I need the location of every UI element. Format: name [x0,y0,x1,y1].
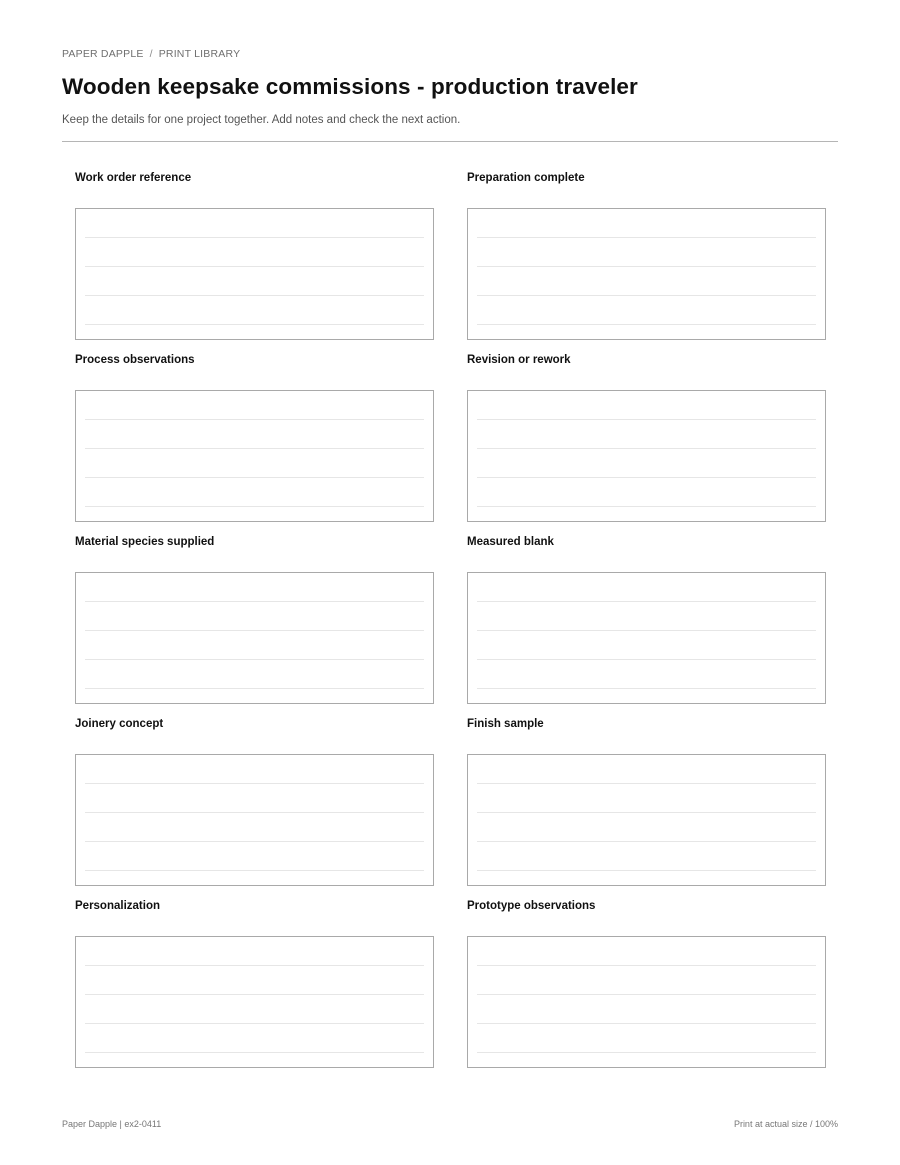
field-label: Preparation complete [467,172,585,184]
field-work-order-reference [75,170,434,352]
writing-area[interactable] [75,208,434,340]
field-label: Work order reference [75,172,192,184]
page-subtitle: Keep the details for one project together. Add notes and check the next action. [62,114,461,126]
field-label: Measured blank [467,536,554,548]
writing-area[interactable] [75,572,434,704]
form-fields-grid [75,170,826,1080]
writing-line [85,812,424,813]
writing-line [85,419,424,420]
writing-line [477,659,816,660]
field-measured-blank [467,534,826,716]
field-prototype-observations [467,898,826,1080]
footer-document-id: Paper Dapple | ex2-0411 [62,1119,162,1129]
writing-line [477,812,816,813]
writing-line [477,266,816,267]
writing-line [85,237,424,238]
field-process-observations [75,352,434,534]
writing-line [85,1023,424,1024]
field-material-species-supplied [75,534,434,716]
writing-line [85,659,424,660]
writing-line [477,994,816,995]
writing-line [85,783,424,784]
writing-line [85,870,424,871]
field-label: Revision or rework [467,354,571,366]
writing-line [477,870,816,871]
field-finish-sample [467,716,826,898]
field-label: Joinery concept [75,718,164,730]
writing-line [477,419,816,420]
writing-line [477,965,816,966]
writing-area[interactable] [75,936,434,1068]
field-label: Finish sample [467,718,544,730]
writing-area[interactable] [467,572,826,704]
writing-line [85,477,424,478]
writing-line [477,237,816,238]
writing-line [477,295,816,296]
writing-line [477,630,816,631]
writing-line [85,448,424,449]
header-divider [62,141,838,142]
writing-line [85,965,424,966]
writing-line [85,266,424,267]
writing-line [477,841,816,842]
breadcrumb-section[interactable]: PRINT LIBRARY [158,48,241,60]
writing-area[interactable] [467,754,826,886]
writing-line [477,477,816,478]
writing-area[interactable] [467,390,826,522]
writing-line [477,688,816,689]
writing-area[interactable] [75,390,434,522]
field-label: Material species supplied [75,536,215,548]
field-personalization [75,898,434,1080]
writing-area[interactable] [467,936,826,1068]
field-label: Personalization [75,900,160,912]
writing-line [85,295,424,296]
breadcrumb-separator: / [149,48,153,60]
breadcrumb [62,48,240,60]
writing-line [85,841,424,842]
writing-line [477,506,816,507]
writing-area[interactable] [467,208,826,340]
writing-line [477,783,816,784]
field-preparation-complete [467,170,826,352]
writing-line [85,506,424,507]
writing-line [85,688,424,689]
footer-print-note: Print at actual size / 100% [733,1119,838,1129]
field-label: Process observations [75,354,195,366]
field-label: Prototype observations [467,900,596,912]
writing-line [477,1052,816,1053]
writing-area[interactable] [75,754,434,886]
writing-line [477,601,816,602]
writing-line [85,994,424,995]
breadcrumb-site[interactable]: PAPER DAPPLE [62,48,144,60]
writing-line [85,324,424,325]
writing-line [477,1023,816,1024]
writing-line [85,630,424,631]
field-revision-or-rework [467,352,826,534]
page-title: Wooden keepsake commissions - production traveler [62,74,638,99]
writing-line [85,1052,424,1053]
writing-line [477,448,816,449]
writing-line [477,324,816,325]
writing-line [85,601,424,602]
field-joinery-concept [75,716,434,898]
